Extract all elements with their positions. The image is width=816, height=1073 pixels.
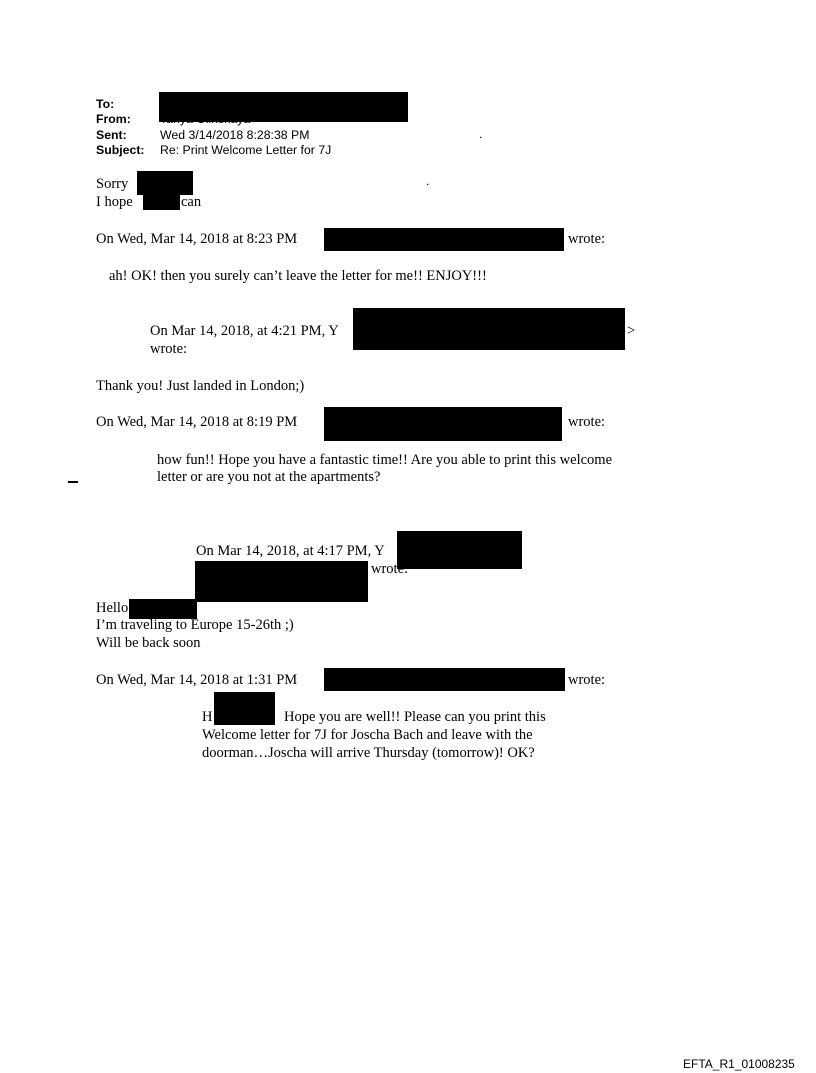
quote-intro-end: wrote:	[150, 341, 188, 357]
quote-intro: On Wed, Mar 14, 2018 at 8:19 PM	[96, 414, 298, 430]
quote-intro-end: wrote:	[568, 231, 606, 247]
redaction-box	[195, 561, 368, 602]
quote-intro-end: wrote:	[568, 414, 606, 430]
redaction-box	[353, 308, 625, 350]
quote-text-line-2: I’m traveling to Europe 15-26th ;)	[96, 617, 294, 633]
redaction-box	[143, 195, 180, 210]
margin-mark	[68, 481, 78, 483]
quote-text-line-1: H	[202, 709, 213, 725]
document-id: EFTA_R1_01008235	[683, 1057, 795, 1071]
subject-value: Re: Print Welcome Letter for 7J	[160, 143, 332, 157]
sent-value: Wed 3/14/2018 8:28:38 PM	[160, 128, 310, 142]
redaction-box	[129, 599, 197, 619]
quote-text-line-1: Hello	[96, 600, 129, 616]
redaction-box	[324, 407, 562, 441]
quote-intro-gt: >	[627, 323, 636, 339]
reply-line-2-end: can	[181, 194, 202, 210]
quote-intro-end: wrote:	[568, 672, 606, 688]
quote-text: Thank you! Just landed in London;)	[96, 378, 305, 394]
redaction-box	[137, 171, 193, 195]
sent-label: Sent:	[96, 128, 127, 142]
redaction-box	[397, 531, 522, 569]
stray-mark: .	[479, 127, 483, 141]
quote-intro: On Wed, Mar 14, 2018 at 8:23 PM	[96, 231, 298, 247]
redaction-box	[159, 92, 408, 122]
quote-intro: On Mar 14, 2018, at 4:17 PM, Y	[196, 543, 385, 559]
quote-intro-end: wrote:	[371, 561, 409, 577]
quote-text-line-2: letter or are you not at the apartments?	[157, 469, 381, 485]
quote-intro: On Wed, Mar 14, 2018 at 1:31 PM	[96, 672, 298, 688]
from-label: From:	[96, 112, 131, 126]
redaction-box	[214, 692, 275, 725]
reply-line-2: I hope	[96, 194, 133, 210]
subject-label: Subject:	[96, 143, 145, 157]
stray-mark: .	[426, 174, 430, 188]
to-label: To:	[96, 97, 115, 111]
redaction-box	[324, 228, 564, 251]
quote-text-line-2: Welcome letter for 7J for Joscha Bach and leave with the	[202, 727, 533, 743]
quote-text-line-3: doorman…Joscha will arrive Thursday (tomorrow)! OK?	[202, 745, 535, 761]
quote-text: ah! OK! then you surely can’t leave the letter for me!! ENJOY!!!	[109, 268, 487, 284]
reply-line-1: Sorry	[96, 176, 129, 192]
quote-text-line-3: Will be back soon	[96, 635, 201, 651]
quote-text-line-1: how fun!! Hope you have a fantastic time!! Are you able to print this welcome	[157, 452, 613, 468]
redaction-box	[324, 668, 565, 691]
quote-intro: On Mar 14, 2018, at 4:21 PM, Y	[150, 323, 339, 339]
quote-text-line-1-end: Hope you are well!! Please can you print this	[284, 709, 546, 725]
